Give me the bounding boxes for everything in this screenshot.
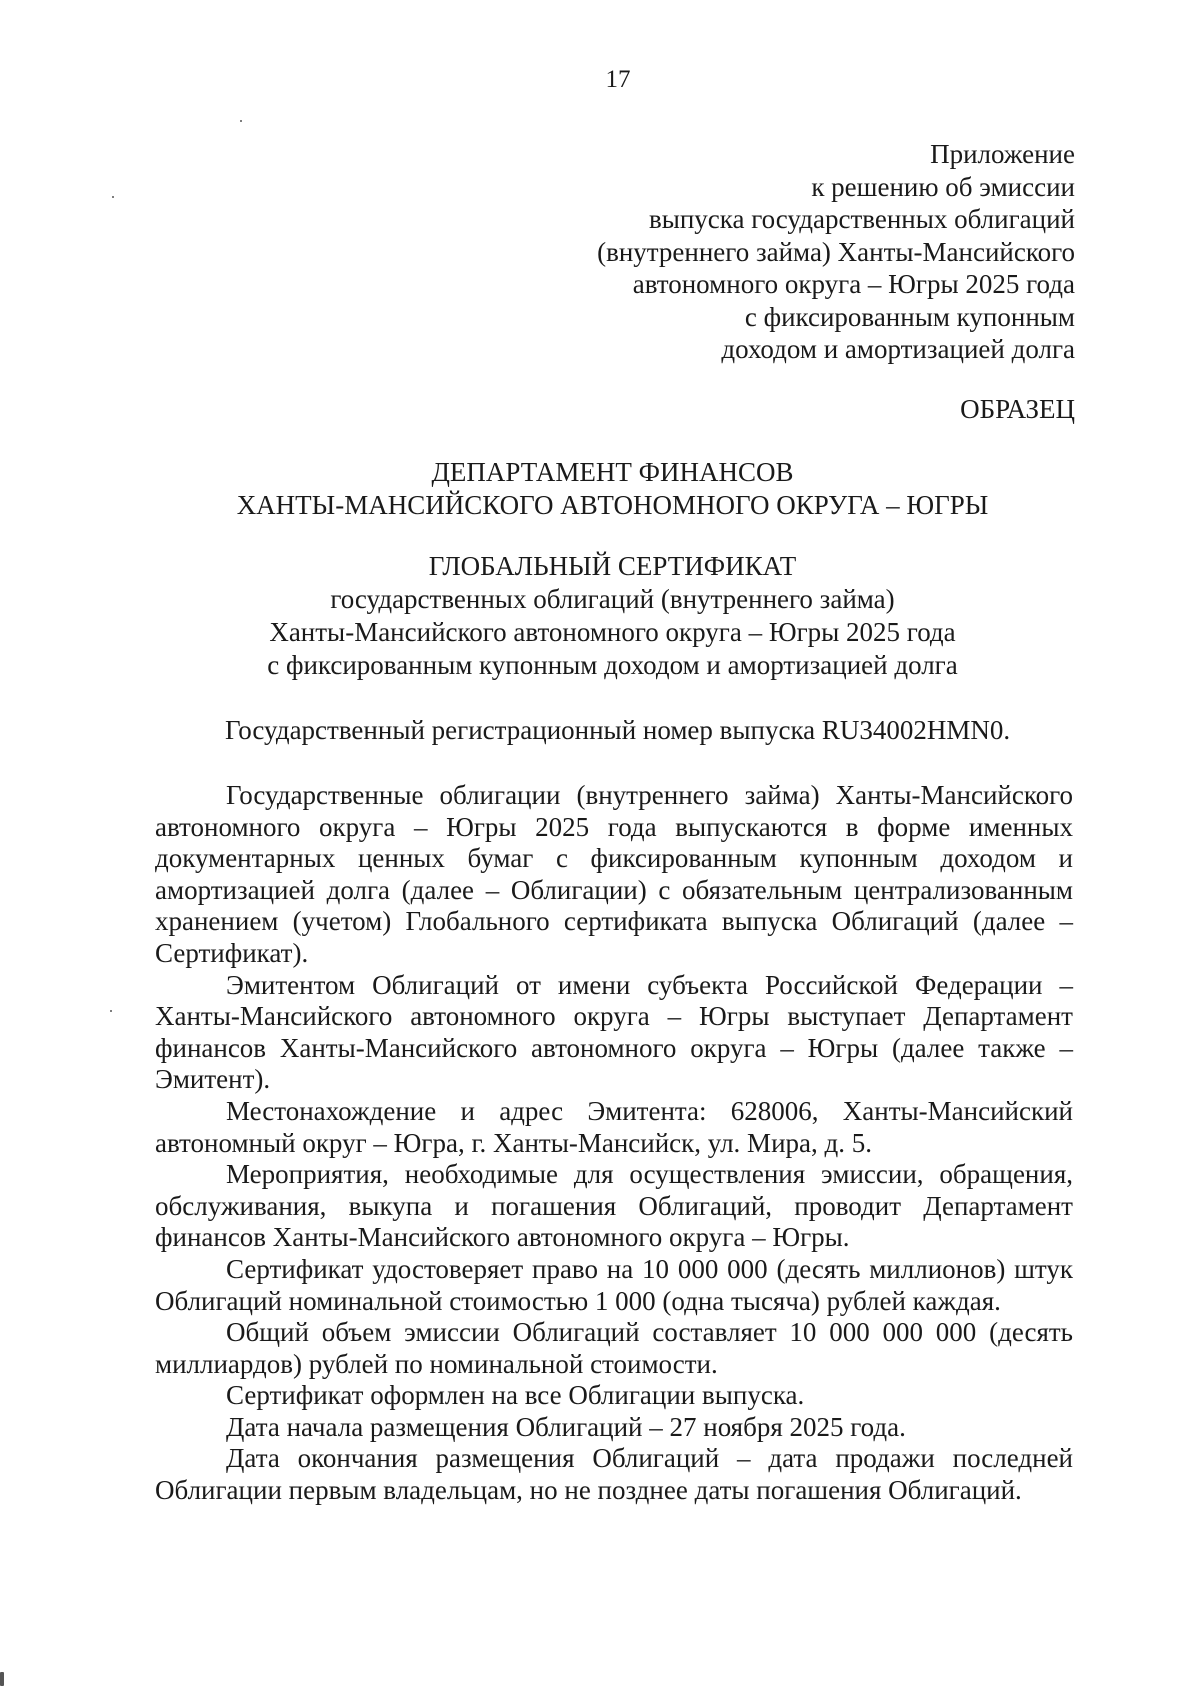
sample-mark: ОБРАЗЕЦ — [960, 394, 1075, 424]
paragraph: Общий объем эмиссии Облигаций составляет 10 000 000 000 (десять миллиардов) рублей по номинальной стоимости. — [155, 1317, 1073, 1379]
paragraph: Эмитентом Облигаций от имени субъекта Российской Федерации – Ханты-Мансийского автономного округа – Югры выступает Департамент финансов Ханты-Мансийского автономного округа – Югры (далее также – Эмитент). — [155, 969, 1073, 1095]
appendix-line: доходом и амортизацией долга — [721, 334, 1075, 364]
paragraph: Государственные облигации (внутреннего займа) Ханты-Мансийского автономного округа – Югры 2025 года выпускаются в форме именных документарных ценных бумаг с фиксированным купонным доходом и амортизацией долга (далее – Облигации) с обязательным централизованным хранением (учетом) Глобального сертификата выпуска Облигаций (далее – Сертификат). — [155, 780, 1073, 968]
certificate-line: Ханты-Мансийского автономного округа – Югры 2025 года — [269, 617, 956, 647]
appendix-line: (внутреннего займа) Ханты-Мансийского — [597, 236, 1075, 267]
scan-artifact — [0, 1672, 4, 1686]
paragraph: Дата окончания размещения Облигаций – дата продажи последней Облигации первым владельцам, но не позднее даты погашения Облигаций. — [155, 1443, 1073, 1506]
certificate-title — [150, 550, 1075, 682]
scan-artifact — [240, 120, 242, 122]
department-line: ХАНТЫ-МАНСИЙСКОГО АВТОНОМНОГО ОКРУГА – ЮГРЫ — [236, 490, 989, 520]
paragraph: Сертификат удостоверяет право на 10 000 000 (десять миллионов) штук Облигаций номинальной стоимостью 1 000 (одна тысяча) рублей каждая. — [155, 1253, 1073, 1316]
paragraph: Дата начала размещения Облигаций – 27 ноября 2025 года. — [226, 1411, 906, 1442]
appendix-line: к решению об эмиссии — [811, 171, 1075, 202]
registration-number: Государственный регистрационный номер выпуска RU34002HMN0. — [225, 715, 1011, 745]
paragraph: Местонахождение и адрес Эмитента: 628006, Ханты-Мансийский автономный округ – Югра, г. Ханты-Мансийск, ул. Мира, д. 5. — [155, 1095, 1073, 1158]
certificate-line: с фиксированным купонным доходом и амортизацией долга — [267, 650, 958, 680]
certificate-line: ГЛОБАЛЬНЫЙ СЕРТИФИКАТ — [428, 551, 797, 581]
appendix-line: выпуска государственных облигаций — [648, 204, 1075, 234]
department-heading — [150, 456, 1075, 522]
scan-artifact — [110, 1010, 112, 1012]
appendix-line: автономного округа – Югры 2025 года — [632, 269, 1075, 299]
appendix-line: Приложение — [930, 139, 1075, 169]
department-line: ДЕПАРТАМЕНТ ФИНАНСОВ — [431, 457, 794, 487]
body-text — [155, 780, 1073, 1507]
appendix-line: с фиксированным купонным — [744, 301, 1075, 332]
appendix-header — [597, 138, 1075, 366]
certificate-line: государственных облигаций (внутреннего займа) — [330, 584, 895, 614]
scan-artifact — [112, 196, 114, 198]
paragraph: Сертификат оформлен на все Облигации выпуска. — [226, 1380, 805, 1411]
page-number: 17 — [605, 66, 631, 93]
paragraph: Мероприятия, необходимые для осуществления эмиссии, обращения, обслуживания, выкупа и погашения Облигаций, проводит Департамент финансов Ханты-Мансийского автономного округа – Югры. — [155, 1159, 1073, 1253]
